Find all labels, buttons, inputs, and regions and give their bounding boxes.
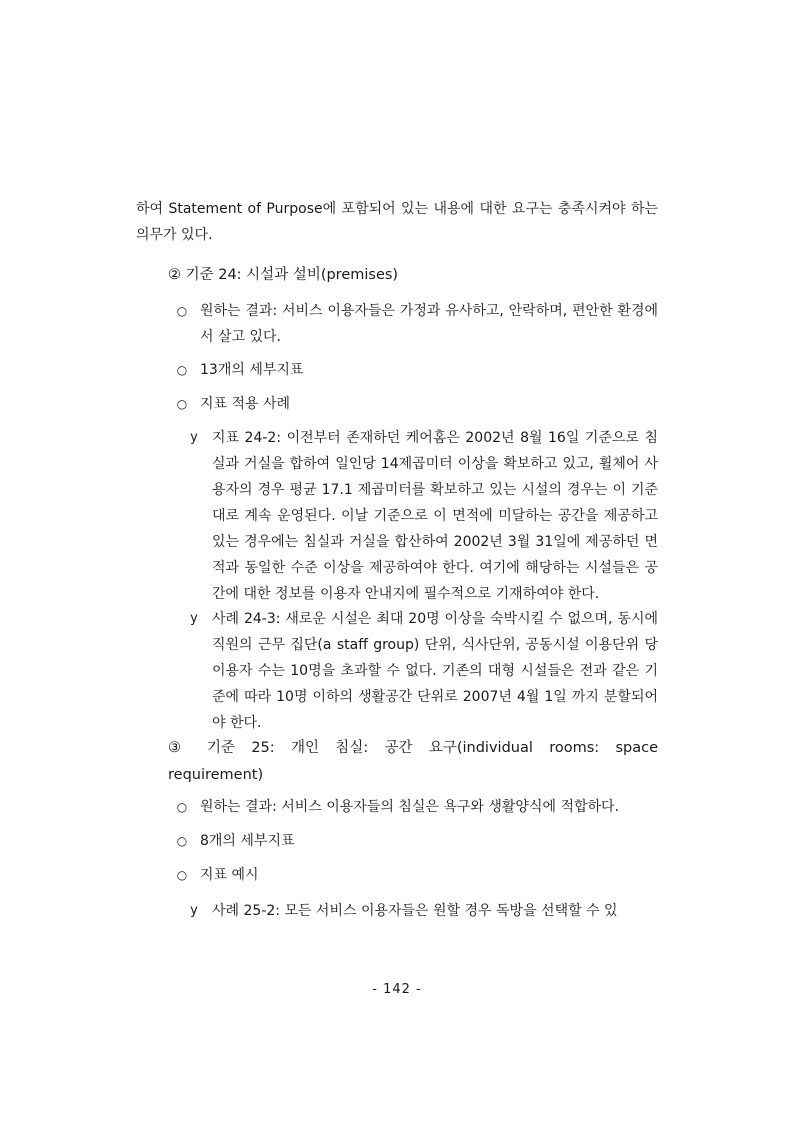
- section-25-heading: ③ 기준 25: 개인 침실: 공간 요구(individual rooms: space requirement): [168, 740, 658, 783]
- sub-marker: y: [190, 611, 198, 626]
- bullet-marker: ○: [176, 868, 188, 882]
- sub-list-item-text: 지표 24-2: 이전부터 존재하던 케어홈은 2002년 8월 16일 기준으로 침실과 거실을 합하여 일인당 14제곱미터 이상을 확보하고 있고, 휠체어 사용자의 경우 평균 17.1 제곱미터를 확보하고 있는 시설의 경우는 이 기준대로 계속 운영된다. 이날 기준으로 이 면적에 미달하는 공간을 제공하고 있는 경우에는 침실과 거실을 합산하여 2002년 3월 31일에 제공하던 면적과 동일한 수준 이상을 제공하여야 한다. 여기에 해당하는 시설들은 공간에 대한 정보를 이용자 안내지에 필수적으로 기재하여야 한다.: [212, 430, 658, 602]
- intro-paragraph: 하여 Statement of Purpose에 포함되어 있는 내용에 대한 요구는 충족시켜야 하는 의무가 있다.: [136, 201, 658, 243]
- section-24-heading: ② 기준 24: 시설과 설비(premises): [168, 267, 399, 283]
- bullet-marker: ○: [176, 304, 188, 318]
- list-item-text: 지표 적용 사례: [200, 396, 291, 412]
- bullet-marker: ○: [176, 397, 188, 411]
- list-item-text: 8개의 세부지표: [200, 833, 295, 849]
- bullet-marker: ○: [176, 363, 188, 377]
- sub-list-item-text: 사례 25-2: 모든 서비스 이용자들은 원할 경우 독방을 선택할 수 있: [212, 903, 618, 919]
- page-number: - 142 -: [372, 982, 422, 997]
- list-item-text: 지표 예시: [200, 867, 259, 883]
- list-item-text: 원하는 결과: 서비스 이용자들의 침실은 욕구와 생활양식에 적합하다.: [200, 799, 619, 815]
- bullet-marker: ○: [176, 834, 188, 848]
- list-item-text: 13개의 세부지표: [200, 362, 304, 378]
- sub-marker: y: [190, 430, 198, 445]
- list-item-text: 원하는 결과: 서비스 이용자들은 가정과 유사하고, 안락하며, 편안한 환경에서 살고 있다.: [200, 303, 658, 345]
- sub-marker: y: [190, 903, 198, 918]
- bullet-marker: ○: [176, 800, 188, 814]
- sub-list-item-text: 사례 24-3: 새로운 시설은 최대 20명 이상을 숙박시킬 수 없으며, 동시에 직원의 근무 집단(a staff group) 단위, 식사단위, 공동시설 이용단위 당 이용자 수는 10명을 초과할 수 없다. 기존의 대형 시설들은 전과 같은 기준에 따라 10명 이하의 생활공간 단위로 2007년 4월 1일 까지 분할되어야 한다.: [212, 611, 658, 731]
